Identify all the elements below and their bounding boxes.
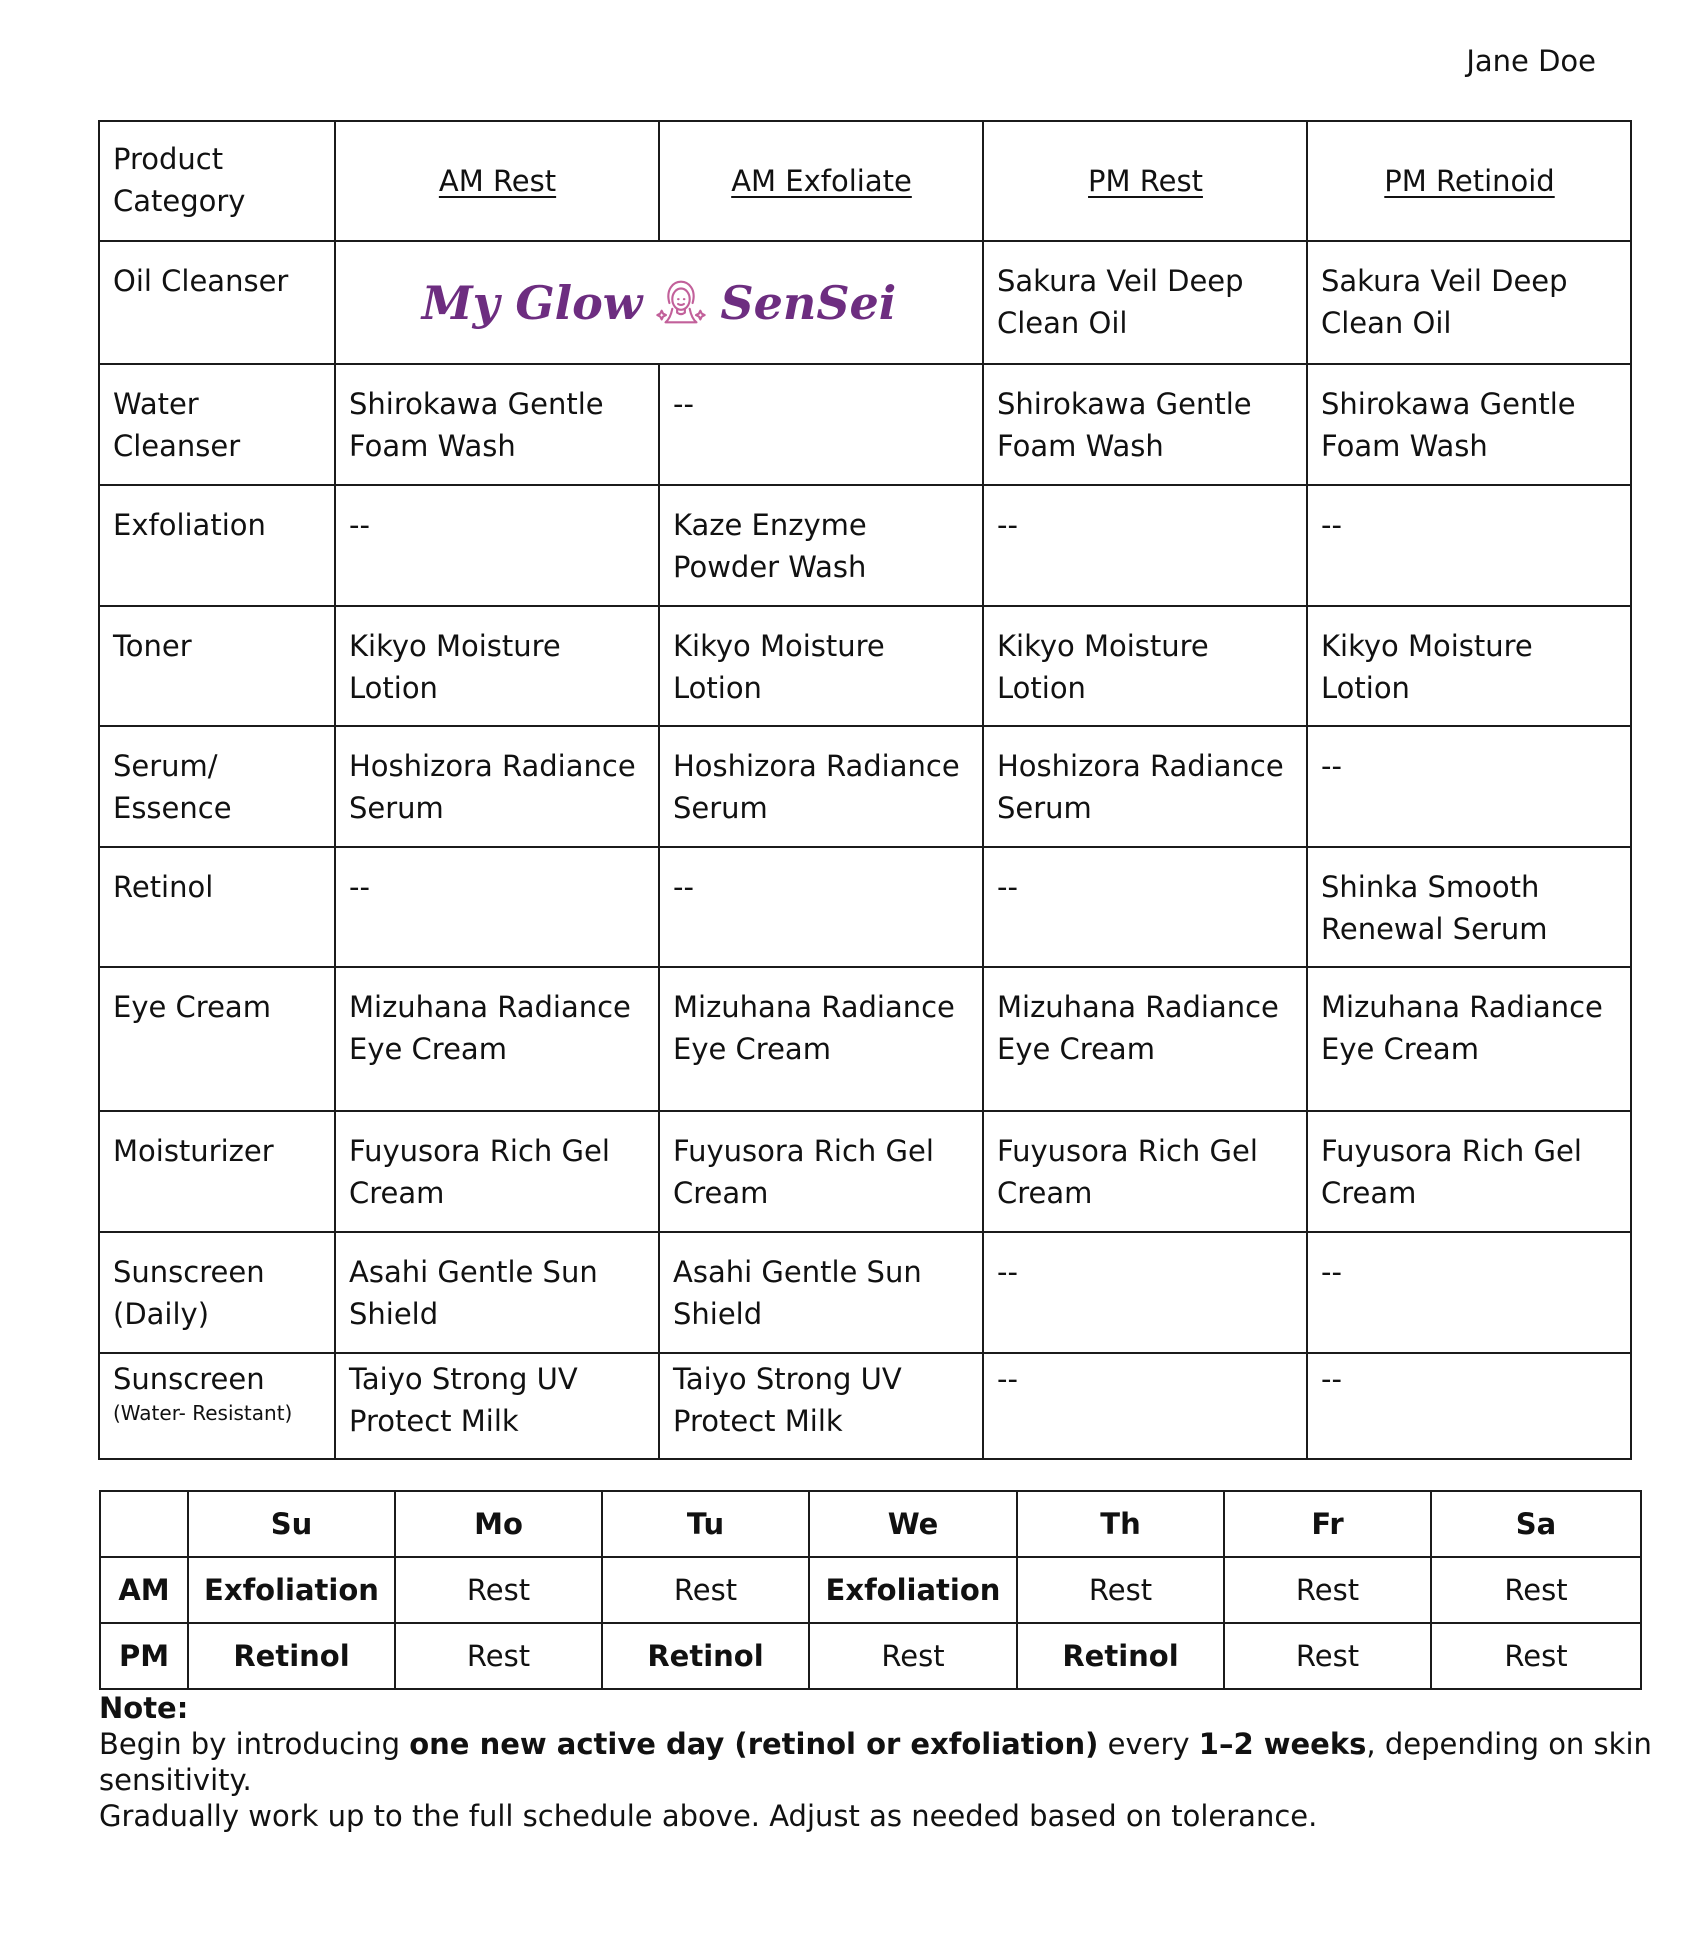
- note-section: [99, 1690, 1659, 1834]
- woman-face-sparkle-icon: [652, 274, 710, 332]
- product-cell: Hoshizora Radiance Serum: [335, 726, 659, 847]
- day-header: We: [809, 1491, 1017, 1557]
- category-cell: Exfoliation: [99, 485, 335, 606]
- schedule-cell: Rest: [395, 1557, 602, 1623]
- schedule-cell: Rest: [1017, 1557, 1224, 1623]
- schedule-cell: Retinol: [188, 1623, 395, 1689]
- product-cell: Fuyusora Rich Gel Cream: [1307, 1111, 1631, 1232]
- logo-cell: [335, 241, 983, 364]
- product-cell: --: [983, 485, 1307, 606]
- product-cell: Kikyo Moisture Lotion: [983, 606, 1307, 726]
- day-header: Th: [1017, 1491, 1224, 1557]
- table-row: [99, 1111, 1631, 1232]
- column-header-pm-retinoid: PM Retinoid: [1307, 121, 1631, 241]
- product-cell: --: [659, 364, 983, 485]
- note-title: Note:: [99, 1691, 189, 1725]
- column-header-pm-rest: PM Rest: [983, 121, 1307, 241]
- day-header: Fr: [1224, 1491, 1431, 1557]
- product-cell: --: [1307, 1232, 1631, 1353]
- column-header-am-rest: AM Rest: [335, 121, 659, 241]
- product-cell: Fuyusora Rich Gel Cream: [983, 1111, 1307, 1232]
- day-header: Mo: [395, 1491, 602, 1557]
- category-subnote: (Water- Resistant): [113, 1401, 293, 1425]
- table-row: [99, 485, 1631, 606]
- note-line-1: Begin by introducing one new active day (retinol or exfoliation) every 1–2 weeks, depending on skin sensitivity.: [99, 1727, 1652, 1797]
- product-cell: Hoshizora Radiance Serum: [659, 726, 983, 847]
- schedule-row-am: [100, 1557, 1641, 1623]
- product-cell: Kikyo Moisture Lotion: [659, 606, 983, 726]
- product-table: [98, 120, 1632, 1460]
- schedule-cell: Rest: [1431, 1623, 1641, 1689]
- product-cell: Asahi Gentle Sun Shield: [335, 1232, 659, 1353]
- category-cell: Sunscreen (Daily): [99, 1232, 335, 1353]
- product-cell: Asahi Gentle Sun Shield: [659, 1232, 983, 1353]
- product-cell: Fuyusora Rich Gel Cream: [335, 1111, 659, 1232]
- product-cell: Taiyo Strong UV Protect Milk: [659, 1353, 983, 1459]
- user-name: Jane Doe: [1466, 44, 1596, 78]
- row-label: AM: [100, 1557, 188, 1623]
- table-row: [99, 364, 1631, 485]
- weekly-schedule-table: [99, 1490, 1642, 1690]
- schedule-corner: [100, 1491, 188, 1557]
- product-cell: Kikyo Moisture Lotion: [335, 606, 659, 726]
- product-cell: --: [983, 847, 1307, 967]
- schedule-cell: Retinol: [1017, 1623, 1224, 1689]
- table-row: [99, 726, 1631, 847]
- corner-label: Product Category: [99, 121, 335, 241]
- product-cell: Shirokawa Gentle Foam Wash: [1307, 364, 1631, 485]
- schedule-cell: Rest: [1224, 1557, 1431, 1623]
- day-header: Sa: [1431, 1491, 1641, 1557]
- category-cell: Serum/ Essence: [99, 726, 335, 847]
- schedule-cell: Exfoliation: [809, 1557, 1017, 1623]
- product-cell: Mizuhana Radiance Eye Cream: [335, 967, 659, 1111]
- product-cell: Sakura Veil Deep Clean Oil: [983, 241, 1307, 364]
- schedule-cell: Rest: [809, 1623, 1017, 1689]
- table-row: [99, 1353, 1631, 1459]
- schedule-row-pm: [100, 1623, 1641, 1689]
- note-line-2: Gradually work up to the full schedule above. Adjust as needed based on tolerance.: [99, 1799, 1318, 1833]
- row-label: PM: [100, 1623, 188, 1689]
- product-cell: --: [983, 1353, 1307, 1459]
- schedule-cell: Rest: [602, 1557, 809, 1623]
- product-cell: --: [335, 485, 659, 606]
- schedule-header-row: [100, 1491, 1641, 1557]
- schedule-cell: Rest: [1224, 1623, 1431, 1689]
- category-cell: Toner: [99, 606, 335, 726]
- product-cell: Mizuhana Radiance Eye Cream: [1307, 967, 1631, 1111]
- product-cell: --: [1307, 726, 1631, 847]
- table-row: [99, 847, 1631, 967]
- product-cell: Shirokawa Gentle Foam Wash: [335, 364, 659, 485]
- day-header: Tu: [602, 1491, 809, 1557]
- product-cell: Shinka Smooth Renewal Serum: [1307, 847, 1631, 967]
- schedule-cell: Exfoliation: [188, 1557, 395, 1623]
- table-row: [99, 241, 1631, 364]
- category-cell: Sunscreen (Water- Resistant): [99, 1353, 335, 1459]
- schedule-cell: Rest: [1431, 1557, 1641, 1623]
- schedule-cell: Rest: [395, 1623, 602, 1689]
- product-table-header-row: [99, 121, 1631, 241]
- category-cell: Oil Cleanser: [99, 241, 335, 364]
- product-cell: Sakura Veil Deep Clean Oil: [1307, 241, 1631, 364]
- category-cell: Water Cleanser: [99, 364, 335, 485]
- product-cell: Kikyo Moisture Lotion: [1307, 606, 1631, 726]
- product-cell: Taiyo Strong UV Protect Milk: [335, 1353, 659, 1459]
- day-header: Su: [188, 1491, 395, 1557]
- product-cell: Mizuhana Radiance Eye Cream: [983, 967, 1307, 1111]
- schedule-cell: Retinol: [602, 1623, 809, 1689]
- brand-logo: My Glow SenSei: [421, 275, 897, 330]
- product-cell: --: [1307, 1353, 1631, 1459]
- product-cell: Mizuhana Radiance Eye Cream: [659, 967, 983, 1111]
- table-row: [99, 967, 1631, 1111]
- product-cell: Kaze Enzyme Powder Wash: [659, 485, 983, 606]
- column-header-am-exfoliate: AM Exfoliate: [659, 121, 983, 241]
- product-cell: --: [983, 1232, 1307, 1353]
- product-cell: --: [335, 847, 659, 967]
- product-cell: Shirokawa Gentle Foam Wash: [983, 364, 1307, 485]
- product-cell: --: [659, 847, 983, 967]
- table-row: [99, 606, 1631, 726]
- table-row: [99, 1232, 1631, 1353]
- product-cell: Fuyusora Rich Gel Cream: [659, 1111, 983, 1232]
- category-cell: Moisturizer: [99, 1111, 335, 1232]
- category-cell: Eye Cream: [99, 967, 335, 1111]
- product-cell: Hoshizora Radiance Serum: [983, 726, 1307, 847]
- category-cell: Retinol: [99, 847, 335, 967]
- product-cell: --: [1307, 485, 1631, 606]
